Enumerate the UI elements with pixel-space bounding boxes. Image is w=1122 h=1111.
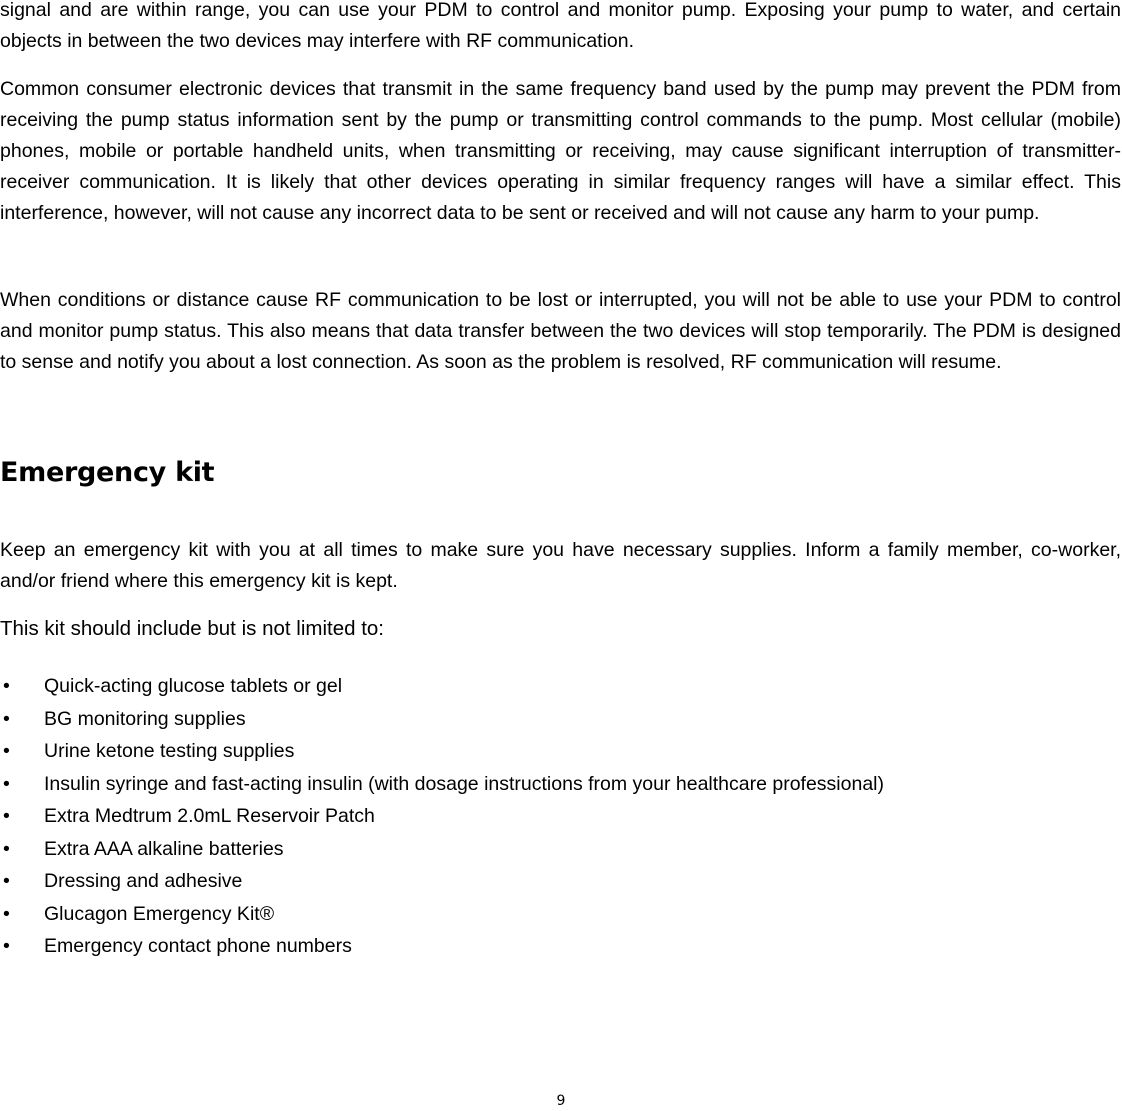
list-item bbox=[0, 768, 1100, 801]
list-item bbox=[0, 703, 1100, 736]
kit-list-intro: This kit should include but is not limited to: bbox=[0, 617, 384, 640]
list-item bbox=[0, 800, 1100, 833]
emergency-kit-heading: Emergency kit bbox=[0, 457, 215, 488]
list-item-text: Emergency contact phone numbers bbox=[44, 935, 352, 957]
list-item-text: Quick-acting glucose tablets or gel bbox=[44, 675, 343, 697]
list-item-text: Extra AAA alkaline batteries bbox=[44, 837, 284, 860]
list-item-text: Glucagon Emergency Kit® bbox=[44, 902, 275, 925]
bullet-icon: • bbox=[3, 902, 10, 925]
rf-range-paragraph: signal and are within range, you can use your PDM to control and monitor pump. Exposing your pump to water, and certain objects in between the two devices may interfere with RF communication. bbox=[0, 0, 1121, 52]
list-item bbox=[0, 735, 1100, 768]
list-item-text: BG monitoring supplies bbox=[44, 707, 246, 730]
list-item bbox=[0, 930, 1100, 963]
bullet-icon: • bbox=[3, 805, 10, 827]
bullet-icon: • bbox=[3, 675, 10, 697]
list-item-text: Extra Medtrum 2.0mL Reservoir Patch bbox=[44, 805, 375, 827]
list-item-text: Insulin syringe and fast-acting insulin (with dosage instructions from your healthcare professional) bbox=[44, 772, 885, 795]
list-item bbox=[0, 670, 1100, 703]
list-item bbox=[0, 898, 1100, 931]
lost-connection-paragraph: When conditions or distance cause RF communication to be lost or interrupted, you will not be able to use your PDM to control and monitor pump status. This also means that data transfer between the two devices will stop temporarily. The PDM is designed to sense and notify you about a lost connection. As soon as the problem is resolved, RF communication will resume. bbox=[0, 289, 1121, 373]
list-item bbox=[0, 865, 1100, 898]
list-item bbox=[0, 833, 1100, 866]
kit-items-list bbox=[0, 670, 1100, 963]
emergency-kit-paragraph: Keep an emergency kit with you at all times to make sure you have necessary supplies. Inform a family member, co-worker, and/or friend where this emergency kit is kept. bbox=[0, 539, 1121, 592]
bullet-icon: • bbox=[3, 740, 10, 762]
bullet-icon: • bbox=[3, 707, 10, 730]
bullet-icon: • bbox=[3, 837, 10, 860]
list-item-text: Dressing and adhesive bbox=[44, 870, 243, 892]
list-item-text: Urine ketone testing supplies bbox=[44, 740, 295, 762]
bullet-icon: • bbox=[3, 935, 10, 957]
bullet-icon: • bbox=[3, 772, 10, 795]
interference-paragraph: Common consumer electronic devices that transmit in the same frequency band used by the pump may prevent the PDM from receiving the pump status information sent by the pump or transmitting control commands to the pump. Most cellular (mobile) phones, mobile or portable handheld units, when transmitting or receiving, may cause significant interruption of transmitter-receiver communication. It is likely that other devices operating in similar frequency ranges will have a similar effect. This interference, however, will not cause any incorrect data to be sent or received and will not cause any harm to your pump. bbox=[0, 78, 1121, 224]
page-number: 9 bbox=[556, 1093, 566, 1109]
bullet-icon: • bbox=[3, 870, 10, 892]
